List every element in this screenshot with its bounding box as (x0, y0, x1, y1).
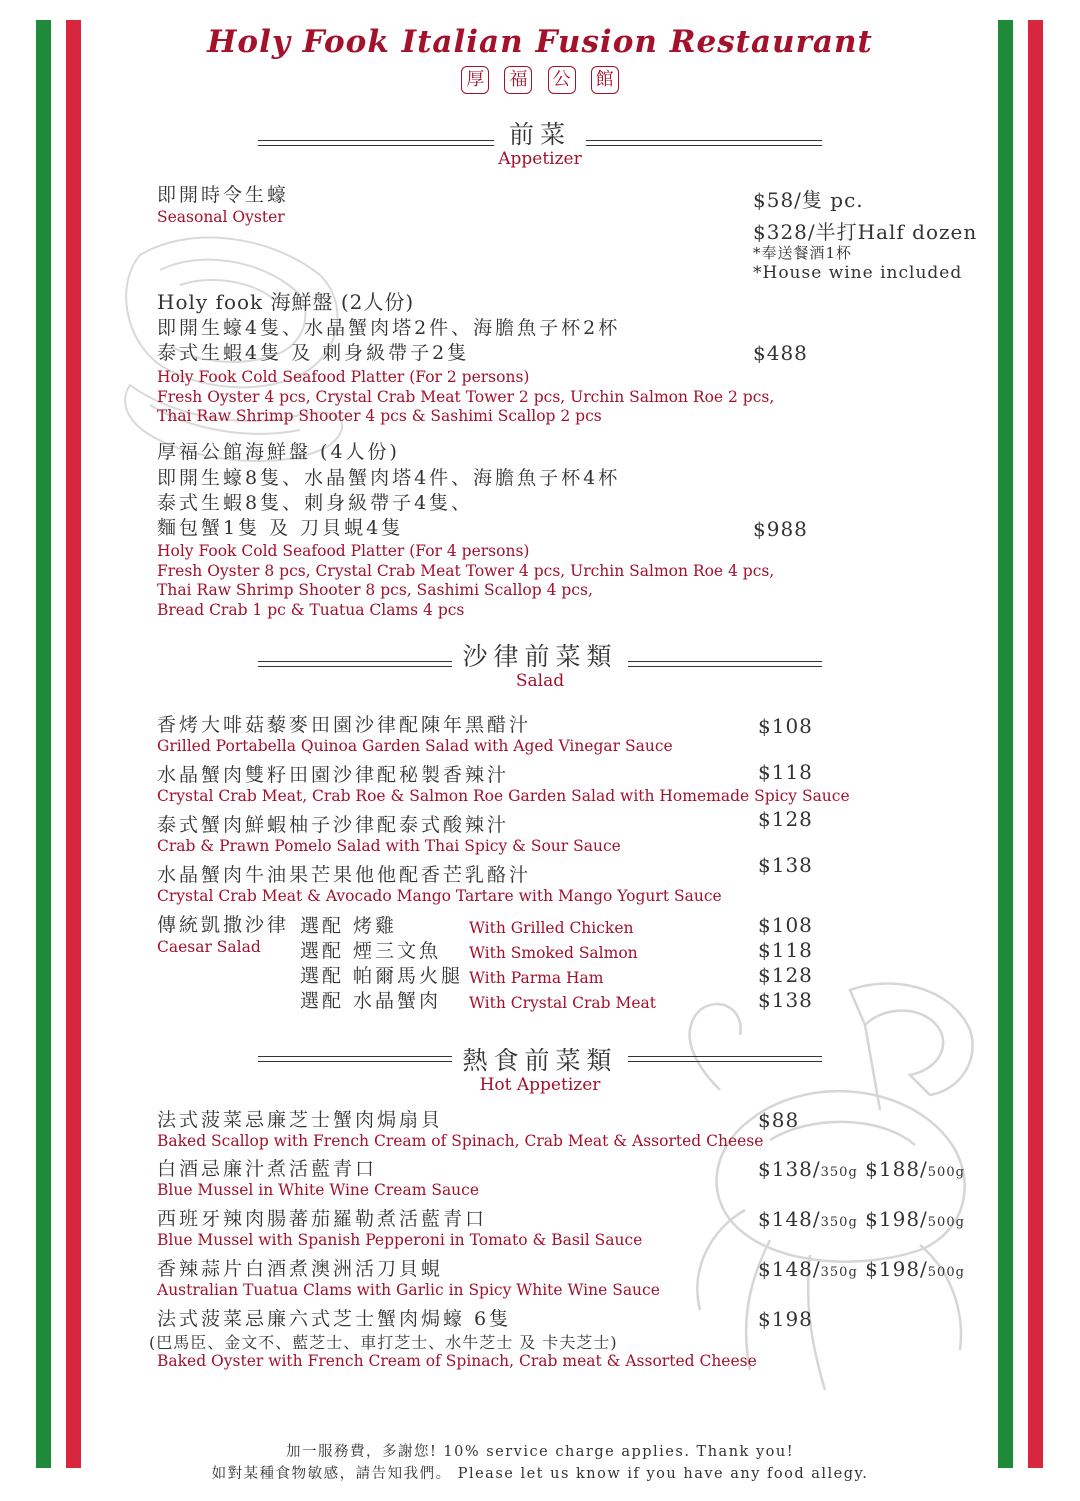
item-price: $128 (758, 807, 813, 831)
section-title-cn: 前菜 (508, 120, 571, 149)
item-cn: 水晶蟹肉牛油果芒果他他配香芒乳酪汁 (157, 864, 532, 886)
chinese-name-seals (0, 66, 1080, 94)
item-price: $108 (758, 714, 813, 738)
item-en: Blue Mussel in White Wine Cream Sauce (157, 1181, 480, 1199)
red-stripe-left (66, 20, 81, 1468)
item-en: Grilled Portabella Quinoa Garden Salad with Aged Vinegar Sauce (157, 737, 673, 755)
option-en: With Crystal Crab Meat (469, 994, 656, 1012)
item-en: Crab & Prawn Pomelo Salad with Thai Spicy & Sour Sauce (157, 837, 621, 855)
item-note: *House wine included (753, 263, 963, 283)
option-price: $138 (758, 988, 813, 1012)
item-en: Crystal Crab Meat, Crab Roe & Salmon Roe Garden Salad with Homemade Spicy Sauce (157, 787, 850, 805)
item-en: Fresh Oyster 4 pcs, Crystal Crab Meat Tower 2 pcs, Urchin Salmon Roe 2 pcs, (157, 388, 775, 406)
item-en: Seasonal Oyster (157, 208, 285, 226)
item-en: Holy Fook Cold Seafood Platter (For 4 persons) (157, 542, 530, 560)
option-price: $108 (758, 913, 813, 937)
item-price: $198 (758, 1307, 813, 1331)
price-unit: 350g (820, 1165, 858, 1180)
item-cn: 泰式蟹肉鮮蝦柚子沙律配泰式酸辣汁 (157, 814, 510, 836)
item-en: Caesar Salad (157, 938, 261, 956)
item-en: Holy Fook Cold Seafood Platter (For 2 persons) (157, 368, 530, 386)
item-price: $118 (758, 760, 813, 784)
item-en: Baked Scallop with French Cream of Spinach, Crab Meat & Assorted Cheese (157, 1132, 764, 1150)
item-note: *奉送餐酒1杯 (753, 244, 853, 262)
item-en: Blue Mussel with Spanish Pepperoni in Tomato & Basil Sauce (157, 1231, 643, 1249)
appetizer-heading (0, 120, 1080, 168)
option-cn: 選配 烤雞 (300, 915, 398, 937)
green-stripe-left (36, 20, 51, 1468)
item-price: $988 (753, 517, 808, 541)
item-cn: 即開時令生蠔 (157, 184, 290, 206)
item-cn: 白酒忌廉汁煮活藍青口 (157, 1158, 378, 1180)
section-title-cn: 沙律前菜類 (462, 642, 618, 671)
item-price: $138 (758, 853, 813, 877)
section-title-cn: 熱食前菜類 (462, 1046, 618, 1075)
seal-char: 館 (591, 66, 619, 94)
price-unit: 500g (927, 1265, 965, 1280)
service-charge-note: 加一服務費，多謝您! 10% service charge applies. Thank you! (285, 1444, 795, 1460)
seal-char: 公 (548, 66, 576, 94)
item-cn: 香烤大啡菇藜麥田園沙律配陳年黑醋汁 (157, 714, 532, 736)
option-en: With Grilled Chicken (469, 919, 634, 937)
item-price: $488 (753, 341, 808, 365)
red-stripe-right (1028, 20, 1043, 1468)
price-value: $198/ (865, 1207, 928, 1231)
item-cn: 法式菠菜忌廉芝士蟹肉焗扇貝 (157, 1109, 444, 1131)
item-cn: Holy fook 海鮮盤 (2人份) (157, 290, 415, 314)
item-cn: 麵包蟹1隻 及 刀貝蜆4隻 (157, 517, 404, 539)
option-cn: 選配 水晶蟹肉 (300, 990, 442, 1012)
divider (258, 140, 494, 146)
seal-char: 福 (504, 66, 532, 94)
item-en: Thai Raw Shrimp Shooter 4 pcs & Sashimi Scallop 2 pcs (157, 407, 602, 425)
restaurant-title: Holy Fook Italian Fusion Restaurant (207, 24, 873, 60)
price-unit: 350g (820, 1215, 858, 1230)
price-value: $148/ (758, 1257, 821, 1281)
section-title-en: Hot Appetizer (479, 1075, 601, 1095)
item-price: $58/隻 pc. (753, 188, 864, 212)
item-cn: 水晶蟹肉雙籽田園沙律配秘製香辣汁 (157, 764, 510, 786)
item-cn: 厚福公館海鮮盤 (4人份) (157, 441, 400, 463)
crab-illustration (660, 970, 990, 1410)
divider (586, 140, 822, 146)
item-en: Bread Crab 1 pc & Tuatua Clams 4 pcs (157, 601, 465, 619)
item-price (758, 1257, 965, 1281)
item-price: $328/半打Half dozen (753, 220, 978, 244)
section-title-en: Salad (515, 671, 565, 691)
item-cn: 泰式生蝦8隻、刺身級帶子4隻、 (157, 492, 474, 514)
item-en: Crystal Crab Meat & Avocado Mango Tartare with Mango Yogurt Sauce (157, 887, 722, 905)
option-cn: 選配 帕爾馬火腿 (300, 965, 464, 987)
divider (258, 661, 452, 667)
item-cn: 西班牙辣肉腸蕃茄羅勒煮活藍青口 (157, 1208, 488, 1230)
price-value: $188/ (865, 1157, 928, 1181)
item-cn: 傳統凱撒沙律 (157, 914, 290, 936)
item-cn: 法式菠菜忌廉六式芝士蟹肉焗蠔 6隻 (157, 1308, 512, 1330)
price-value: $138/ (758, 1157, 821, 1181)
item-en: Fresh Oyster 8 pcs, Crystal Crab Meat Tower 4 pcs, Urchin Salmon Roe 4 pcs, (157, 562, 775, 580)
option-en: With Parma Ham (469, 969, 604, 987)
section-title-en: Appetizer (498, 149, 582, 169)
hot-appetizer-heading (0, 1046, 1080, 1094)
item-cn: 即開生蠔4隻、水晶蟹肉塔2件、海膽魚子杯2杯 (157, 317, 621, 339)
seal-char: 厚 (461, 66, 489, 94)
item-en: Australian Tuatua Clams with Garlic in Spicy White Wine Sauce (157, 1281, 660, 1299)
item-en: Baked Oyster with French Cream of Spinach, Crab meat & Assorted Cheese (157, 1352, 757, 1370)
price-value: $148/ (758, 1207, 821, 1231)
divider (628, 1056, 822, 1062)
price-unit: 500g (927, 1165, 965, 1180)
green-stripe-right (998, 20, 1013, 1468)
divider (258, 1056, 452, 1062)
item-price: $88 (758, 1108, 800, 1132)
option-price: $128 (758, 963, 813, 987)
item-cn: 香辣蒜片白酒煮澳洲活刀貝蜆 (157, 1258, 444, 1280)
item-en: Thai Raw Shrimp Shooter 8 pcs, Sashimi Scallop 4 pcs, (157, 581, 593, 599)
price-value: $198/ (865, 1257, 928, 1281)
item-cn: 泰式生蝦4隻 及 刺身級帶子2隻 (157, 342, 470, 364)
item-price (758, 1207, 965, 1231)
item-cheese-list: (巴馬臣、金文不、藍芝士、車打芝士、水牛芝士 及 卡夫芝士) (149, 1333, 618, 1352)
item-price (758, 1157, 965, 1181)
option-en: With Smoked Salmon (469, 944, 638, 962)
divider (628, 661, 822, 667)
option-price: $118 (758, 938, 813, 962)
item-cn: 即開生蠔8隻、水晶蟹肉塔4件、海膽魚子杯4杯 (157, 467, 621, 489)
price-unit: 500g (927, 1215, 965, 1230)
price-unit: 350g (820, 1265, 858, 1280)
allergy-note: 如對某種食物敏感，請告知我們。 Please let us know if you have any food allegy. (211, 1466, 869, 1482)
option-cn: 選配 煙三文魚 (300, 940, 442, 962)
salad-heading (0, 642, 1080, 690)
